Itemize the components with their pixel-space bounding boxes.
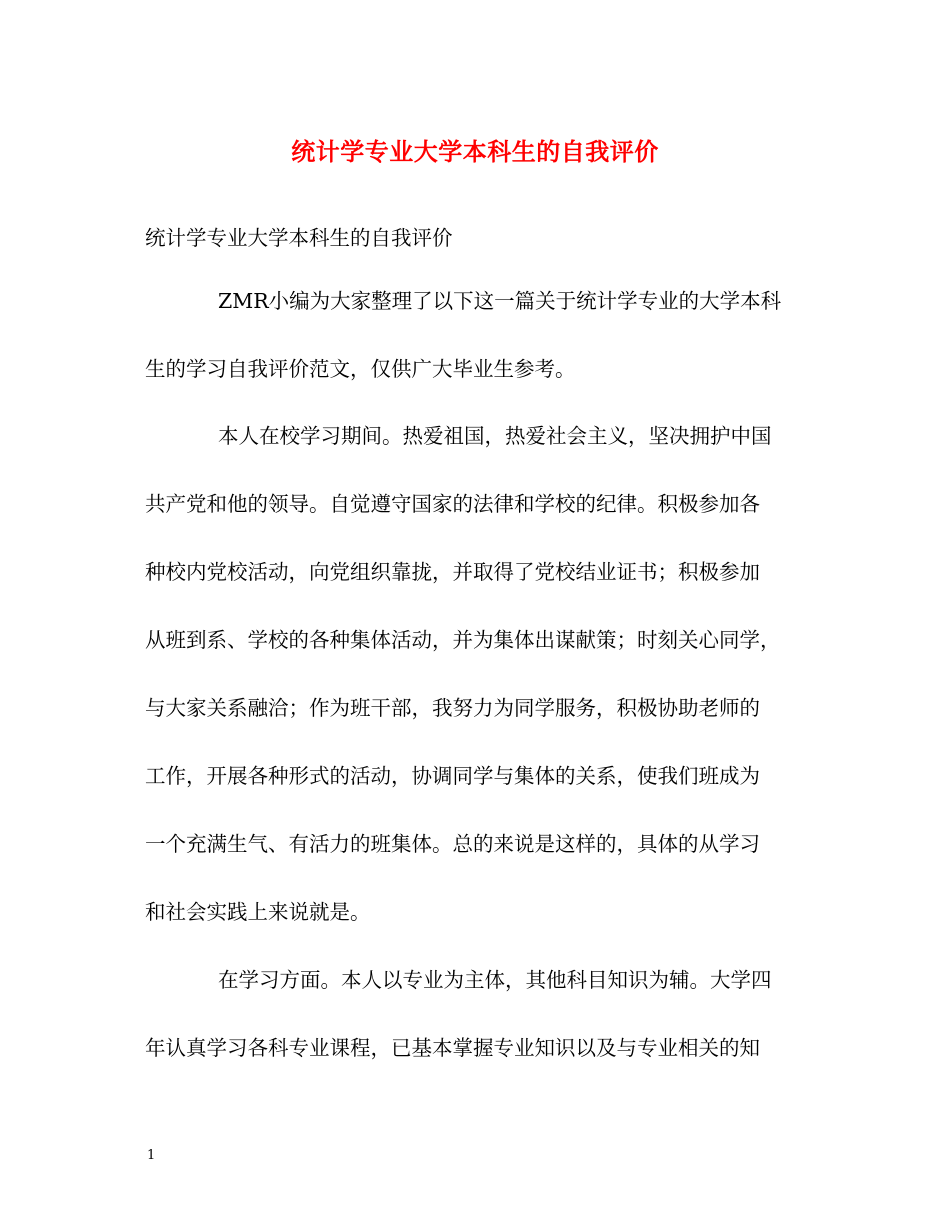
body-line: 从班到系、学校的各种集体活动，并为集体出谋献策；时刻关心同学， [145, 628, 781, 652]
body-line: 种校内党校活动，向党组织靠拢，并取得了党校结业证书；积极参加 [145, 560, 760, 584]
body-line: 本人在校学习期间。热爱祖国，热爱社会主义，坚决拥护中国 [218, 424, 772, 448]
page-number: 1 [147, 1148, 156, 1163]
body-line: 共产党和他的领导。自觉遵守国家的法律和学校的纪律。积极参加各 [145, 492, 760, 516]
body-line: 工作，开展各种形式的活动，协调同学与集体的关系，使我们班成为 [145, 764, 760, 788]
body-line: ZMR小编为大家整理了以下这一篇关于统计学专业的大学本科 [218, 289, 782, 313]
body-line: 统计学专业大学本科生的自我评价 [145, 226, 453, 250]
body-line: 年认真学习各科专业课程，已基本掌握专业知识以及与专业相关的知 [145, 1036, 760, 1060]
body-line: 与大家关系融洽；作为班干部，我努力为同学服务，积极协助老师的 [145, 696, 760, 720]
document-title: 统计学专业大学本科生的自我评价 [291, 137, 659, 166]
body-line: 一个充满生气、有活力的班集体。总的来说是这样的，具体的从学习 [145, 832, 760, 856]
body-line: 生的学习自我评价范文，仅供广大毕业生参考。 [145, 357, 576, 381]
body-line: 和社会实践上来说就是。 [145, 900, 371, 924]
body-line: 在学习方面。本人以专业为主体，其他科目知识为辅。大学四 [218, 968, 772, 992]
